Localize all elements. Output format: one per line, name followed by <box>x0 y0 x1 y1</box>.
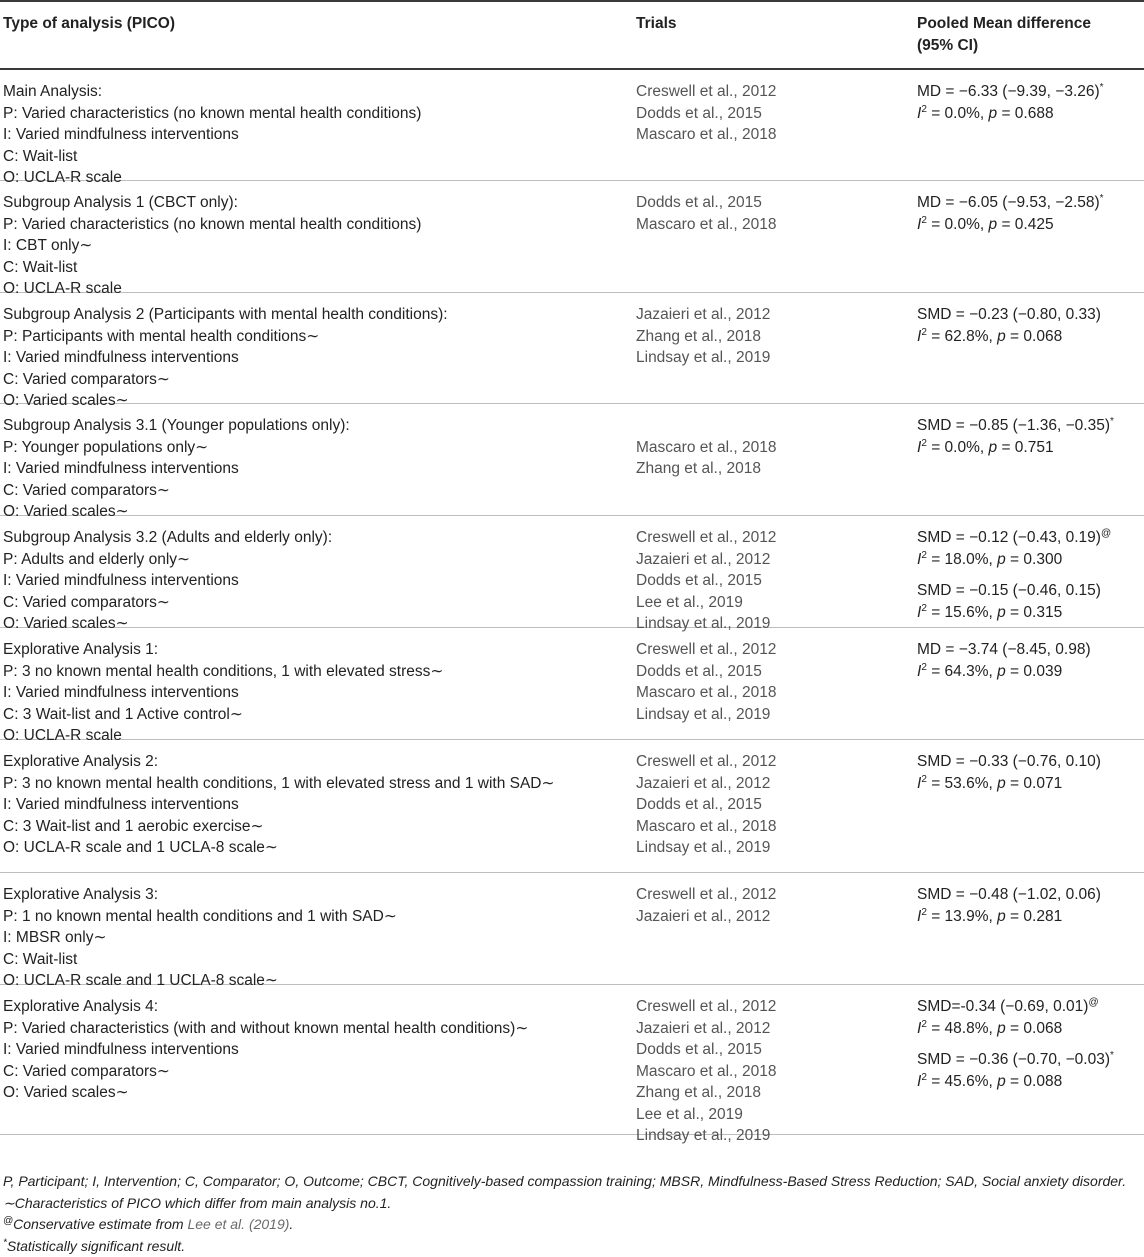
estimate-value: MD = −6.05 (−9.53, −2.58) <box>917 194 1100 211</box>
trial-citation[interactable]: Mascaro et al., 2018 <box>636 682 896 704</box>
pooled-result-cell <box>917 884 1142 927</box>
pico-line: P: 1 no known mental health conditions and 1 with SAD∼ <box>3 906 623 928</box>
effect-estimate <box>917 996 1142 1018</box>
i2-value: = 48.8%, <box>931 1020 997 1037</box>
effect-estimate <box>917 884 1142 906</box>
i2-symbol: I <box>917 908 921 925</box>
pico-line: P: Younger populations only∼ <box>3 437 623 459</box>
pooled-result-cell <box>917 81 1142 124</box>
p-symbol: p <box>997 1020 1006 1037</box>
trials-cell <box>636 996 896 1147</box>
pico-line: C: Varied comparators∼ <box>3 592 623 614</box>
trial-citation[interactable]: Jazaieri et al., 2012 <box>636 906 896 928</box>
i2-symbol: I <box>917 551 921 568</box>
trials-cell <box>636 884 896 927</box>
pico-line: P: 3 no known mental health conditions, 1 with elevated stress and 1 with SAD∼ <box>3 773 623 795</box>
at-end: . <box>289 1216 293 1232</box>
pico-line: I: Varied mindfulness interventions <box>3 794 623 816</box>
pico-line: O: UCLA-R scale <box>3 278 623 300</box>
heterogeneity-stat <box>917 1018 1142 1040</box>
p-symbol: p <box>997 775 1006 792</box>
footnote-tilde: ∼Characteristics of PICO which differ from main analysis no.1. <box>3 1193 1143 1215</box>
pico-line: I: Varied mindfulness interventions <box>3 682 623 704</box>
i2-value: = 64.3%, <box>931 663 997 680</box>
trial-citation[interactable]: Dodds et al., 2015 <box>636 1039 896 1061</box>
trials-cell <box>636 415 896 480</box>
estimate-value: SMD = −0.48 (−1.02, 0.06) <box>917 886 1101 903</box>
i2-power: 2 <box>921 661 927 672</box>
pico-line: I: CBT only∼ <box>3 235 623 257</box>
effect-estimate <box>917 415 1142 437</box>
i2-symbol: I <box>917 1020 921 1037</box>
p-symbol: p <box>997 908 1006 925</box>
star-text: Statistically significant result. <box>7 1238 185 1254</box>
trials-cell <box>636 304 896 369</box>
heterogeneity-stat <box>917 103 1142 125</box>
i2-symbol: I <box>917 105 921 122</box>
estimate-value: MD = −3.74 (−8.45, 0.98) <box>917 641 1091 658</box>
trial-citation[interactable]: Dodds et al., 2015 <box>636 794 896 816</box>
effect-estimate <box>917 304 1142 326</box>
trial-citation[interactable]: Dodds et al., 2015 <box>636 570 896 592</box>
result-spacer <box>917 570 1142 580</box>
result-spacer <box>917 1039 1142 1049</box>
pooled-result-cell <box>917 639 1142 682</box>
trials-cell <box>636 527 896 635</box>
trial-citation[interactable]: Lindsay et al., 2019 <box>636 613 896 635</box>
table-row <box>0 628 1144 740</box>
pico-line: P: Participants with mental health conditions∼ <box>3 326 623 348</box>
pico-line: Explorative Analysis 3: <box>3 884 623 906</box>
pico-cell <box>3 639 623 747</box>
header-pooled-md-line2: (95% CI) <box>917 35 1091 57</box>
i2-symbol: I <box>917 439 921 456</box>
p-value: = 0.315 <box>1010 604 1062 621</box>
pico-line: C: Wait-list <box>3 949 623 971</box>
trial-citation[interactable]: Lindsay et al., 2019 <box>636 837 896 859</box>
p-symbol: p <box>997 328 1006 345</box>
i2-value: = 53.6%, <box>931 775 997 792</box>
pico-line: Subgroup Analysis 1 (CBCT only): <box>3 192 623 214</box>
estimate-value: MD = −6.33 (−9.39, −3.26) <box>917 83 1100 100</box>
heterogeneity-stat <box>917 437 1142 459</box>
lee-2019-link[interactable]: Lee et al. (2019) <box>187 1216 289 1232</box>
pico-line: Main Analysis: <box>3 81 623 103</box>
pico-line: O: UCLA-R scale <box>3 167 623 189</box>
header-pico: Type of analysis (PICO) <box>3 13 175 35</box>
estimate-value: SMD = −0.12 (−0.43, 0.19) <box>917 529 1101 546</box>
pico-cell <box>3 884 623 992</box>
trial-citation[interactable]: Mascaro et al., 2018 <box>636 1061 896 1083</box>
pooled-result-cell <box>917 304 1142 347</box>
i2-power: 2 <box>921 549 927 560</box>
trial-citation[interactable]: Lindsay et al., 2019 <box>636 347 896 369</box>
i2-value: = 15.6%, <box>931 604 997 621</box>
p-value: = 0.088 <box>1010 1073 1062 1090</box>
effect-estimate <box>917 751 1142 773</box>
p-value: = 0.039 <box>1010 663 1062 680</box>
table-body <box>0 70 1144 1135</box>
pico-line: P: Varied characteristics (no known mental health conditions) <box>3 103 623 125</box>
pico-line: I: Varied mindfulness interventions <box>3 1039 623 1061</box>
pico-cell <box>3 751 623 859</box>
header-trials: Trials <box>636 13 677 35</box>
trial-citation[interactable]: Mascaro et al., 2018 <box>636 214 896 236</box>
trial-citation[interactable]: Creswell et al., 2012 <box>636 996 896 1018</box>
i2-symbol: I <box>917 604 921 621</box>
trial-citation[interactable]: Mascaro et al., 2018 <box>636 816 896 838</box>
pico-line: P: Varied characteristics (with and without known mental health conditions)∼ <box>3 1018 623 1040</box>
effect-estimate <box>917 192 1142 214</box>
i2-value: = 45.6%, <box>931 1073 997 1090</box>
heterogeneity-stat <box>917 1071 1142 1093</box>
pico-line: Subgroup Analysis 2 (Participants with mental health conditions): <box>3 304 623 326</box>
table-row <box>0 516 1144 628</box>
trial-citation[interactable]: Mascaro et al., 2018 <box>636 437 896 459</box>
table-row <box>0 293 1144 404</box>
i2-power: 2 <box>921 103 927 114</box>
pico-line: O: Varied scales∼ <box>3 1082 623 1104</box>
pico-line: O: UCLA-R scale and 1 UCLA-8 scale∼ <box>3 970 623 992</box>
trial-citation[interactable]: Jazaieri et al., 2012 <box>636 773 896 795</box>
estimate-marker: * <box>1100 82 1104 93</box>
p-value: = 0.688 <box>1001 105 1053 122</box>
pico-line: C: Wait-list <box>3 146 623 168</box>
p-value: = 0.068 <box>1010 328 1062 345</box>
pico-line: O: Varied scales∼ <box>3 501 623 523</box>
table-row <box>0 404 1144 516</box>
trial-citation[interactable]: Dodds et al., 2015 <box>636 192 896 214</box>
estimate-value: SMD = −0.85 (−1.36, −0.35) <box>917 417 1110 434</box>
pico-line: Explorative Analysis 1: <box>3 639 623 661</box>
pico-line: O: Varied scales∼ <box>3 390 623 412</box>
estimate-value: SMD = −0.36 (−0.70, −0.03) <box>917 1051 1110 1068</box>
at-text: Conservative estimate from <box>13 1216 187 1232</box>
i2-value: = 13.9%, <box>931 908 997 925</box>
effect-estimate <box>917 580 1142 602</box>
pico-line: Subgroup Analysis 3.1 (Younger populations only): <box>3 415 623 437</box>
estimate-marker: @ <box>1088 997 1098 1008</box>
trial-citation[interactable]: Creswell et al., 2012 <box>636 81 896 103</box>
pico-line: O: UCLA-R scale and 1 UCLA-8 scale∼ <box>3 837 623 859</box>
table-footnotes <box>3 1171 1143 1257</box>
i2-power: 2 <box>921 326 927 337</box>
i2-power: 2 <box>921 214 927 225</box>
pooled-result-cell <box>917 415 1142 458</box>
pooled-result-cell <box>917 751 1142 794</box>
pico-line: O: Varied scales∼ <box>3 613 623 635</box>
heterogeneity-stat <box>917 661 1142 683</box>
i2-symbol: I <box>917 663 921 680</box>
effect-estimate <box>917 1049 1142 1071</box>
p-value: = 0.300 <box>1010 551 1062 568</box>
pico-cell <box>3 527 623 635</box>
i2-power: 2 <box>921 906 927 917</box>
table-row <box>0 873 1144 985</box>
header-pooled-md-line1: Pooled Mean difference <box>917 13 1091 35</box>
trial-citation[interactable]: Lindsay et al., 2019 <box>636 1125 896 1147</box>
trial-citation[interactable]: Jazaieri et al., 2012 <box>636 549 896 571</box>
pico-line: Explorative Analysis 4: <box>3 996 623 1018</box>
trial-citation[interactable] <box>636 415 896 437</box>
trial-citation[interactable]: Mascaro et al., 2018 <box>636 124 896 146</box>
i2-power: 2 <box>921 1018 927 1029</box>
i2-power: 2 <box>921 602 927 613</box>
i2-power: 2 <box>921 773 927 784</box>
pico-line: I: Varied mindfulness interventions <box>3 124 623 146</box>
p-symbol: p <box>997 663 1006 680</box>
pooled-result-cell <box>917 996 1142 1092</box>
table-row <box>0 181 1144 293</box>
trials-cell <box>636 192 896 235</box>
pico-line: I: Varied mindfulness interventions <box>3 347 623 369</box>
p-value: = 0.281 <box>1010 908 1062 925</box>
trial-citation[interactable]: Lee et al., 2019 <box>636 592 896 614</box>
pico-line: C: Varied comparators∼ <box>3 1061 623 1083</box>
p-value: = 0.068 <box>1010 1020 1062 1037</box>
estimate-marker: @ <box>1101 528 1111 539</box>
table-row <box>0 985 1144 1135</box>
i2-power: 2 <box>921 437 927 448</box>
header-pooled-md <box>917 13 1091 56</box>
table-row <box>0 740 1144 873</box>
effect-estimate <box>917 81 1142 103</box>
trial-citation[interactable]: Dodds et al., 2015 <box>636 661 896 683</box>
pico-line: Subgroup Analysis 3.2 (Adults and elderly only): <box>3 527 623 549</box>
heterogeneity-stat <box>917 326 1142 348</box>
pooled-result-cell <box>917 527 1142 623</box>
pico-line: Explorative Analysis 2: <box>3 751 623 773</box>
table-header <box>0 0 1144 70</box>
at-mark: @ <box>3 1215 13 1226</box>
i2-value: = 62.8%, <box>931 328 997 345</box>
i2-value: = 0.0%, <box>931 105 988 122</box>
trial-citation[interactable]: Creswell et al., 2012 <box>636 884 896 906</box>
heterogeneity-stat <box>917 906 1142 928</box>
pico-line: P: Varied characteristics (no known mental health conditions) <box>3 214 623 236</box>
p-value: = 0.071 <box>1010 775 1062 792</box>
estimate-marker: * <box>1100 193 1104 204</box>
i2-symbol: I <box>917 775 921 792</box>
i2-symbol: I <box>917 1073 921 1090</box>
estimate-value: SMD = −0.33 (−0.76, 0.10) <box>917 753 1101 770</box>
trial-citation[interactable]: Creswell et al., 2012 <box>636 527 896 549</box>
p-symbol: p <box>989 439 998 456</box>
i2-value: = 18.0%, <box>931 551 997 568</box>
p-symbol: p <box>997 551 1006 568</box>
pico-line: P: Adults and elderly only∼ <box>3 549 623 571</box>
pico-line: C: Varied comparators∼ <box>3 480 623 502</box>
p-symbol: p <box>997 604 1006 621</box>
trial-citation[interactable]: Dodds et al., 2015 <box>636 103 896 125</box>
heterogeneity-stat <box>917 602 1142 624</box>
p-symbol: p <box>989 105 998 122</box>
pico-line: O: UCLA-R scale <box>3 725 623 747</box>
estimate-value: SMD = −0.23 (−0.80, 0.33) <box>917 306 1101 323</box>
pico-cell <box>3 81 623 189</box>
i2-value: = 0.0%, <box>931 216 988 233</box>
effect-estimate <box>917 527 1142 549</box>
trials-cell <box>636 81 896 146</box>
trial-citation[interactable]: Creswell et al., 2012 <box>636 751 896 773</box>
estimate-value: SMD=-0.34 (−0.69, 0.01) <box>917 998 1088 1015</box>
i2-symbol: I <box>917 328 921 345</box>
trial-citation[interactable]: Zhang et al., 2018 <box>636 326 896 348</box>
trial-citation[interactable]: Lee et al., 2019 <box>636 1104 896 1126</box>
pico-cell <box>3 192 623 300</box>
p-value: = 0.751 <box>1001 439 1053 456</box>
i2-symbol: I <box>917 216 921 233</box>
footnote-abbreviations: P, Participant; I, Intervention; C, Comparator; O, Outcome; CBCT, Cognitively-based compassion training; MBSR, Mindfulness-Based Stress Reduction; SAD, Social anxiety disorder. <box>3 1171 1143 1193</box>
estimate-marker: * <box>1110 1050 1114 1061</box>
pico-line: I: Varied mindfulness interventions <box>3 458 623 480</box>
pico-line: C: Varied comparators∼ <box>3 369 623 391</box>
trial-citation[interactable]: Jazaieri et al., 2012 <box>636 1018 896 1040</box>
p-value: = 0.425 <box>1001 216 1053 233</box>
pico-line: C: Wait-list <box>3 257 623 279</box>
i2-value: = 0.0%, <box>931 439 988 456</box>
trial-citation[interactable]: Lindsay et al., 2019 <box>636 704 896 726</box>
pico-line: C: 3 Wait-list and 1 aerobic exercise∼ <box>3 816 623 838</box>
trial-citation[interactable]: Zhang et al., 2018 <box>636 1082 896 1104</box>
trial-citation[interactable]: Creswell et al., 2012 <box>636 639 896 661</box>
trial-citation[interactable]: Jazaieri et al., 2012 <box>636 304 896 326</box>
pico-line: P: 3 no known mental health conditions, 1 with elevated stress∼ <box>3 661 623 683</box>
pico-line: I: MBSR only∼ <box>3 927 623 949</box>
heterogeneity-stat <box>917 773 1142 795</box>
trials-cell <box>636 639 896 725</box>
pico-cell <box>3 996 623 1104</box>
estimate-marker: * <box>1110 416 1114 427</box>
pooled-result-cell <box>917 192 1142 235</box>
pico-line: I: Varied mindfulness interventions <box>3 570 623 592</box>
table-row <box>0 70 1144 181</box>
estimate-value: SMD = −0.15 (−0.46, 0.15) <box>917 582 1101 599</box>
trial-citation[interactable]: Zhang et al., 2018 <box>636 458 896 480</box>
star-mark: * <box>3 1237 7 1248</box>
i2-power: 2 <box>921 1071 927 1082</box>
footnote-star <box>3 1236 1143 1257</box>
p-symbol: p <box>989 216 998 233</box>
pico-cell <box>3 304 623 412</box>
heterogeneity-stat <box>917 549 1142 571</box>
effect-estimate <box>917 639 1142 661</box>
heterogeneity-stat <box>917 214 1142 236</box>
p-symbol: p <box>997 1073 1006 1090</box>
pico-line: C: 3 Wait-list and 1 Active control∼ <box>3 704 623 726</box>
trials-cell <box>636 751 896 859</box>
footnote-at <box>3 1214 1143 1236</box>
pico-cell <box>3 415 623 523</box>
